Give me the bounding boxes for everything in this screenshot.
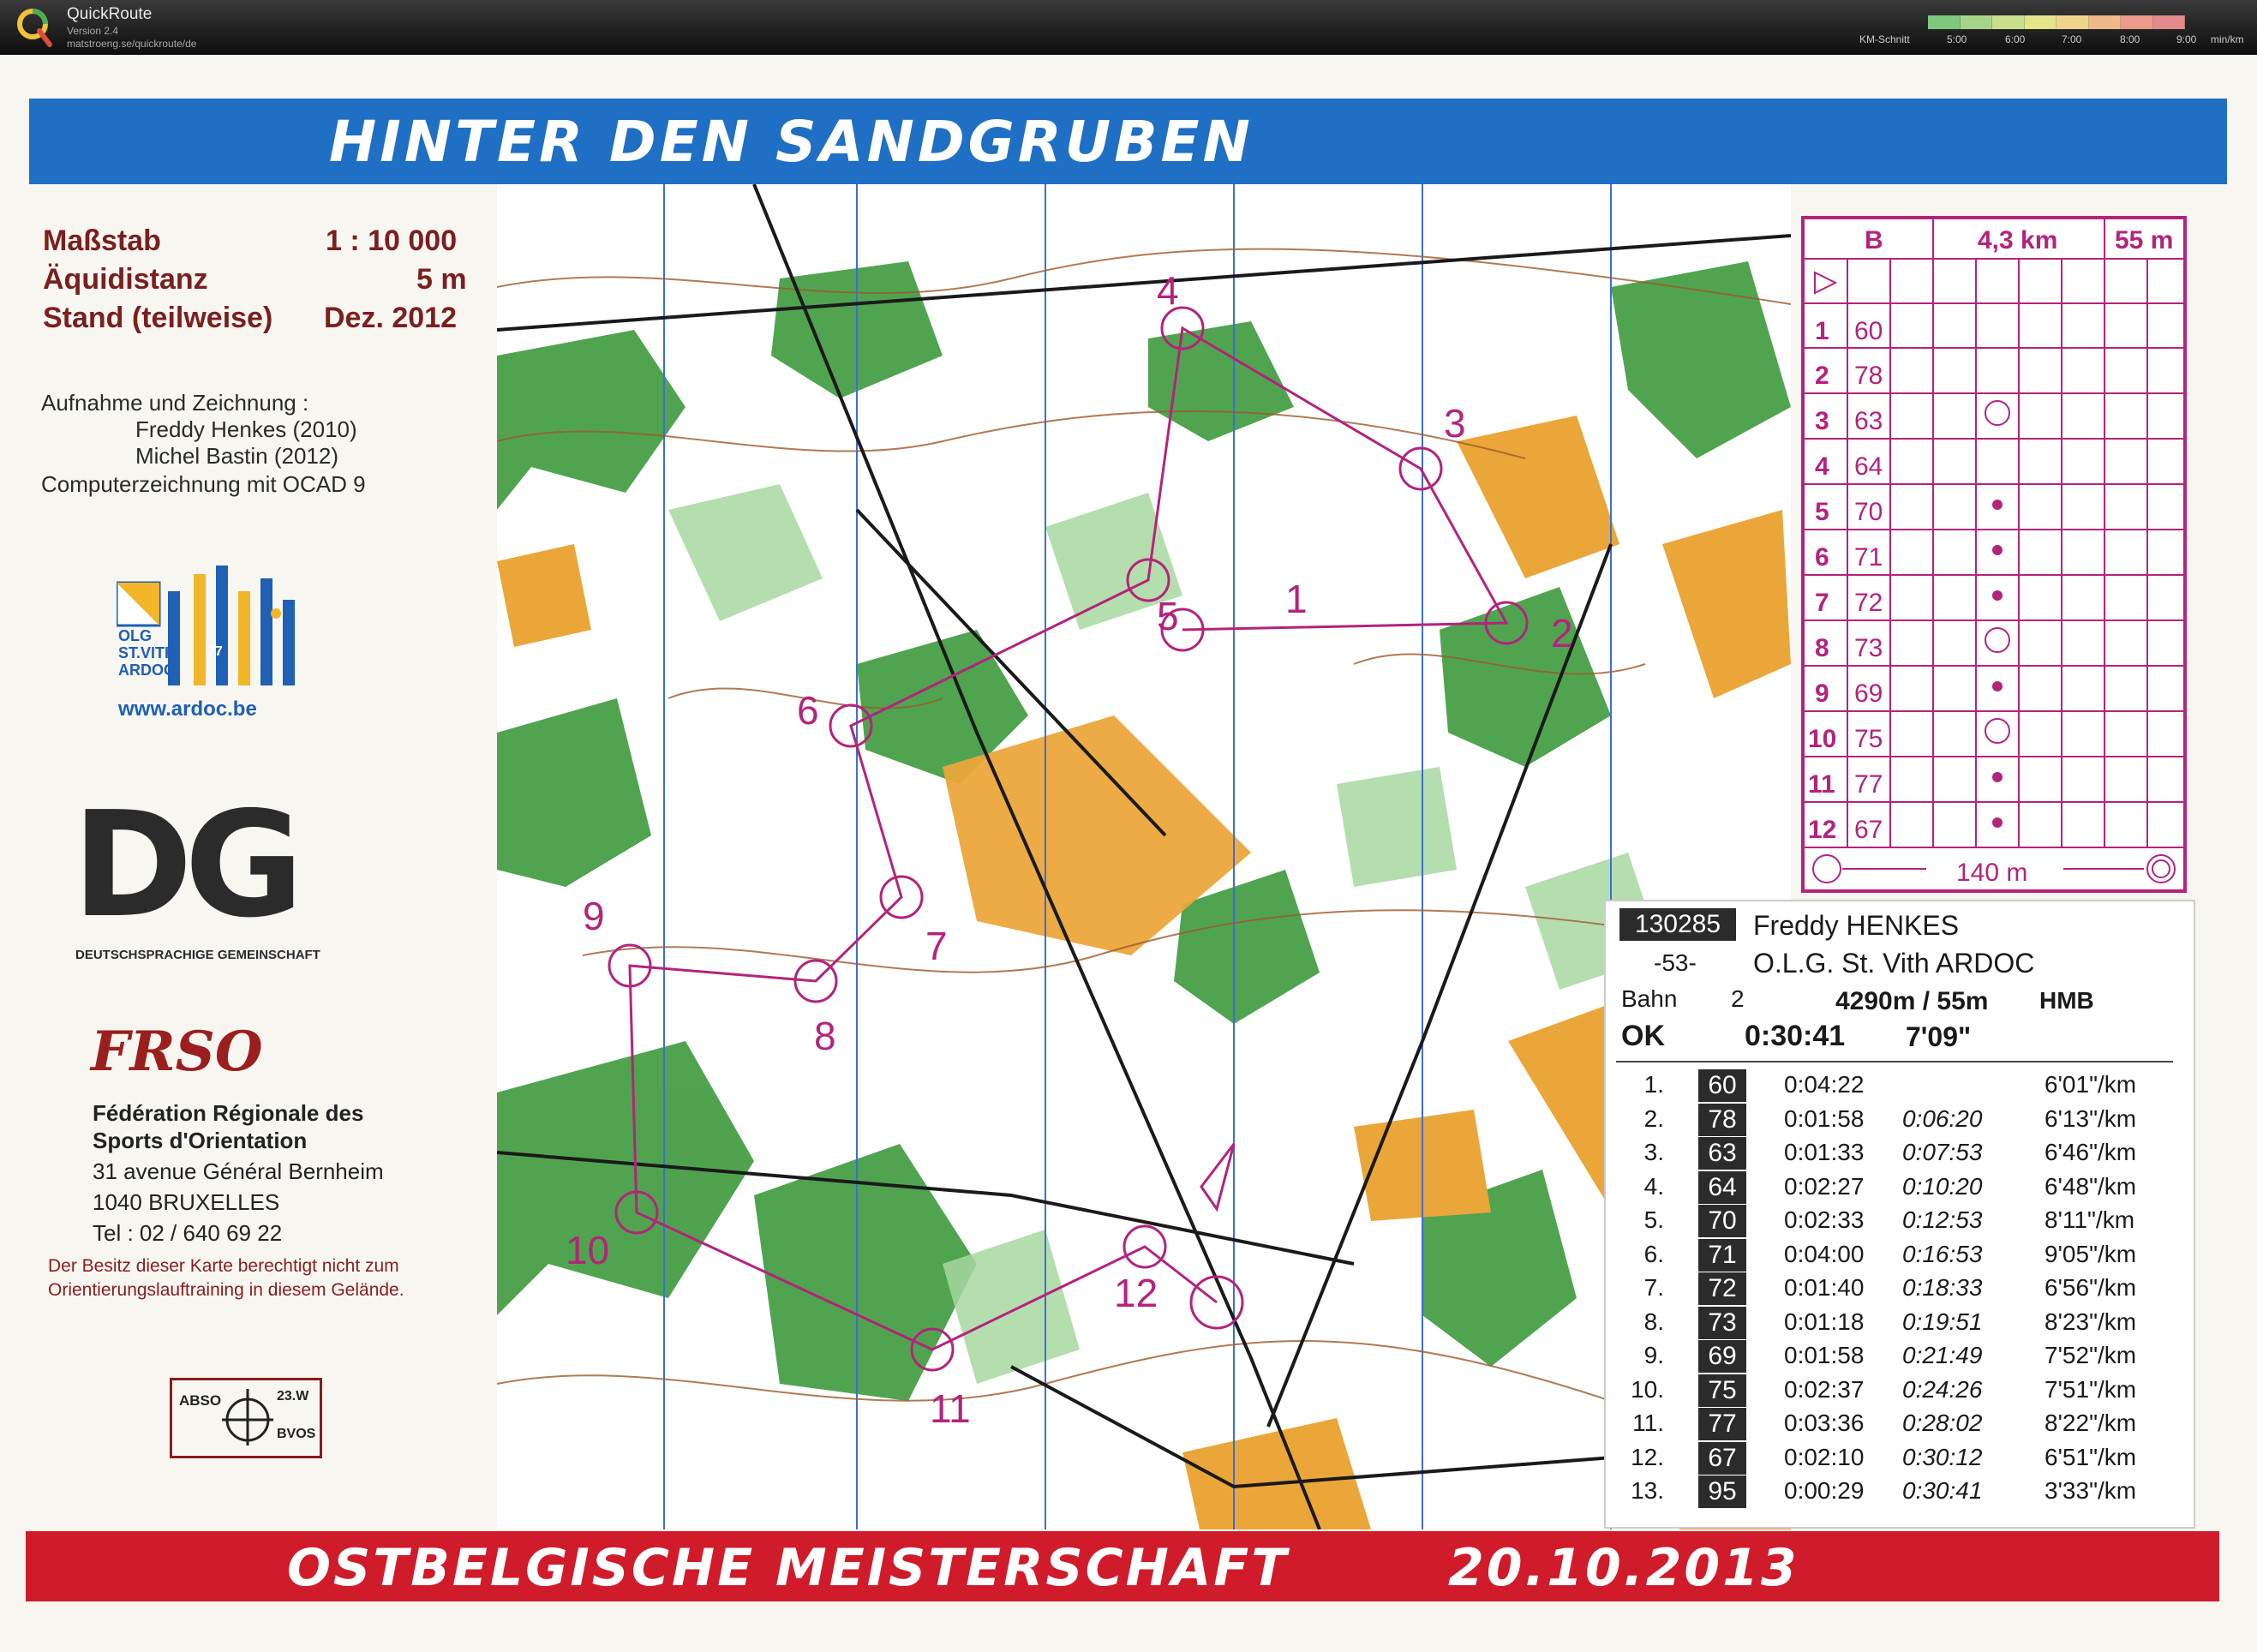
split-index: 3. (1643, 1139, 1664, 1165)
control-number: 12 (1114, 1271, 1158, 1315)
card-row-code: 64 (1854, 452, 1883, 481)
dg-logo-letters: DG (72, 781, 296, 950)
ownership-note: Der Besitz dieser Karte berechtigt nicht zum (48, 1256, 399, 1276)
split-time: 0:02:33 (1784, 1206, 1865, 1233)
map-title: HINTER DEN SANDGRUBEN (329, 109, 1254, 175)
runner-bib: -53- (1654, 949, 1697, 976)
card-row-code: 67 (1854, 816, 1883, 844)
control-number: 4 (1157, 268, 1179, 313)
control-number: 5 (1157, 594, 1179, 638)
split-pace: 3'33"/km (2044, 1477, 2137, 1504)
revision-value: Dez. 2012 (324, 302, 457, 334)
credit-line: Freddy Henkes (2010) (135, 416, 357, 442)
split-code: 63 (1698, 1137, 1746, 1170)
legend-tick: 8:00 (2120, 33, 2140, 45)
total-time: 0:30:41 (1745, 1020, 1846, 1052)
cumulative-time: 0:16:53 (1902, 1240, 1983, 1267)
cumulative-time: 0:07:53 (1902, 1139, 1983, 1165)
abso-badge (170, 1378, 322, 1458)
control-number: 11 (930, 1386, 971, 1431)
card-row-code: 71 (1854, 543, 1883, 572)
legend-tick: 6:00 (2005, 33, 2026, 45)
control-number: 1 (1285, 577, 1308, 621)
card-row-code: 72 (1854, 589, 1883, 617)
app-title-bar (0, 0, 2257, 55)
legend-tick: 7:00 (2062, 33, 2082, 45)
split-code: 69 (1698, 1340, 1746, 1373)
card-course: B (1865, 226, 1883, 254)
cumulative-time: 0:10:20 (1902, 1172, 1983, 1200)
scale-label: Maßstab (43, 224, 161, 257)
legend-tick: min/km (2211, 33, 2244, 45)
card-row-num: 8 (1815, 634, 1829, 662)
legend-swatch (2025, 15, 2057, 29)
runner-category: HMB (2039, 987, 2094, 1014)
split-code: 75 (1698, 1374, 1746, 1407)
cumulative-time: 0:24:26 (1902, 1375, 1983, 1403)
average-pace: 7'09" (1906, 1021, 1972, 1052)
card-row-num: 2 (1815, 362, 1829, 390)
split-index: 10. (1631, 1375, 1664, 1403)
control-number: 2 (1551, 611, 1573, 655)
card-finish-distance: 140 m (1956, 859, 2028, 887)
abso-right-bottom: BVOS (277, 1427, 316, 1441)
credits-heading: Aufnahme und Zeichnung : (41, 390, 309, 416)
abso-left: ABSO (179, 1392, 222, 1409)
split-time: 0:03:36 (1784, 1410, 1865, 1436)
club-logo-line: OLG (118, 627, 152, 644)
split-index: 2. (1643, 1104, 1664, 1132)
frso-logo (91, 1020, 263, 1085)
card-row-num: 10 (1808, 725, 1837, 753)
card-row-num: 6 (1815, 543, 1829, 572)
split-code: 71 (1698, 1239, 1746, 1272)
course-num: 2 (1731, 985, 1745, 1012)
split-code: 77 (1698, 1408, 1746, 1440)
frso-line: Sports d'Orientation (93, 1128, 308, 1153)
split-index: 12. (1631, 1443, 1664, 1470)
split-pace: 7'52"/km (2044, 1342, 2137, 1368)
cumulative-time: 0:18:33 (1902, 1274, 1983, 1301)
card-row-num: 7 (1815, 589, 1829, 617)
control-number: 8 (814, 1014, 836, 1058)
event-date: 20.10.2013 (1448, 1538, 1799, 1598)
quickroute-logo-icon (15, 5, 53, 48)
legend-tick: 9:00 (2176, 33, 2197, 45)
legend-swatch (2153, 15, 2186, 29)
split-time: 0:02:37 (1784, 1375, 1865, 1403)
control-number: 6 (797, 688, 819, 733)
frso-logo-text: FRSO (91, 1020, 263, 1084)
frso-address: 31 avenue Général Bernheim (93, 1158, 384, 1184)
split-time: 0:01:18 (1784, 1308, 1865, 1335)
split-time: 0:01:33 (1784, 1139, 1865, 1165)
split-time: 0:02:10 (1784, 1443, 1865, 1470)
split-pace: 7'51"/km (2044, 1375, 2137, 1403)
card-row-num: 9 (1815, 679, 1829, 708)
control-number: 3 (1444, 401, 1466, 446)
runner-club: O.L.G. St. Vith ARDOC (1753, 948, 2035, 979)
frso-address: Tel : 02 / 640 69 22 (93, 1220, 283, 1246)
split-time: 0:01:58 (1784, 1342, 1865, 1368)
split-index: 6. (1643, 1240, 1664, 1267)
legend-swatch (2089, 15, 2122, 29)
legend-swatch (1928, 15, 1961, 29)
split-pace: 6'51"/km (2044, 1443, 2137, 1470)
app-version: Version 2.4 (67, 25, 119, 37)
divider (1616, 1061, 2173, 1062)
pace-color-legend (1928, 15, 2185, 29)
split-index: 1. (1643, 1071, 1664, 1098)
split-time: 0:01:40 (1784, 1274, 1865, 1301)
result-status: OK (1621, 1020, 1665, 1052)
map-title-banner (29, 99, 2227, 184)
split-code: 67 (1698, 1442, 1746, 1475)
card-row-code: 77 (1854, 770, 1883, 799)
legend-tick: 5:00 (1947, 33, 1967, 45)
club-logo-line: ST.VITH (118, 644, 177, 661)
split-code: 70 (1698, 1205, 1746, 1237)
split-pace: 9'05"/km (2044, 1240, 2137, 1267)
control-number: 9 (583, 894, 605, 938)
split-pace: 6'46"/km (2044, 1139, 2137, 1165)
event-banner (26, 1531, 2219, 1601)
cumulative-time: 0:28:02 (1902, 1410, 1983, 1436)
compass-icon (220, 1386, 275, 1447)
control-description-card (1798, 212, 2190, 898)
card-row-num: 12 (1808, 816, 1837, 844)
card-row-code: 75 (1854, 725, 1883, 753)
legend-swatch (1992, 15, 2025, 29)
contour-label: Äquidistanz (43, 263, 208, 296)
split-index: 8. (1643, 1308, 1664, 1335)
split-code: 73 (1698, 1307, 1746, 1339)
legend-swatch (2121, 15, 2153, 29)
cumulative-time: 0:30:12 (1902, 1443, 1983, 1470)
card-climb: 55 m (2115, 226, 2174, 254)
dg-caption: DEUTSCHSPRACHIGE GEMEINSCHAFT (75, 948, 320, 962)
orienteering-map[interactable] (497, 184, 1791, 1529)
card-row-code: 70 (1854, 498, 1883, 526)
split-pace: 6'01"/km (2044, 1071, 2137, 1098)
split-code: 64 (1698, 1171, 1746, 1204)
frso-address: 1040 BRUXELLES (93, 1189, 280, 1215)
frso-line: Fédération Régionale des (93, 1100, 364, 1126)
split-time: 0:02:27 (1784, 1172, 1865, 1200)
split-pace: 6'56"/km (2044, 1274, 2137, 1301)
software-credit: Computerzeichnung mit OCAD 9 (41, 471, 366, 497)
club-logo-line: ARDOC (118, 661, 175, 679)
split-pace: 6'48"/km (2044, 1172, 2137, 1200)
course-info: 4290m / 55m (1835, 987, 1989, 1015)
split-index: 9. (1643, 1342, 1664, 1368)
app-url: matstroeng.se/quickroute/de (67, 38, 197, 50)
legend-swatch (1961, 15, 1993, 29)
split-index: 7. (1643, 1274, 1664, 1301)
card-row-code: 63 (1854, 407, 1883, 435)
split-time: 0:04:22 (1784, 1071, 1865, 1098)
control-number: 10 (566, 1228, 610, 1272)
contour-value: 5 m (416, 263, 467, 296)
split-time: 0:01:58 (1784, 1104, 1865, 1132)
split-index: 5. (1643, 1206, 1664, 1233)
club-logo-number: 77 (207, 644, 223, 659)
split-pace: 6'13"/km (2044, 1104, 2137, 1132)
card-id: 130285 (1619, 908, 1736, 941)
club-logo (117, 557, 314, 728)
cumulative-time: 0:19:51 (1902, 1308, 1983, 1335)
cumulative-time: 0:21:49 (1902, 1342, 1983, 1368)
scale-value: 1 : 10 000 (326, 224, 458, 257)
card-row-num: 4 (1815, 452, 1829, 481)
course-label: Bahn (1621, 985, 1678, 1012)
app-title: QuickRoute (67, 5, 153, 23)
abso-right-top: 23.W (277, 1389, 309, 1404)
card-row-code: 69 (1854, 679, 1883, 708)
card-row-num: 5 (1815, 498, 1829, 526)
club-url[interactable]: www.ardoc.be (118, 697, 257, 721)
split-pace: 8'11"/km (2044, 1206, 2135, 1233)
result-printout (1604, 900, 2195, 1529)
cumulative-time: 0:12:53 (1902, 1206, 1983, 1233)
split-time: 0:00:29 (1784, 1477, 1865, 1504)
split-code: 60 (1698, 1069, 1746, 1102)
split-code: 72 (1698, 1272, 1746, 1305)
cumulative-time: 0:06:20 (1902, 1104, 1983, 1132)
cumulative-time: 0:30:41 (1902, 1477, 1983, 1504)
credit-line: Michel Bastin (2012) (135, 443, 338, 469)
event-name: OSTBELGISCHE MEISTERSCHAFT (287, 1538, 1290, 1598)
split-index: 4. (1643, 1172, 1664, 1200)
ownership-note: Orientierungslauftraining in diesem Gelände. (48, 1280, 404, 1300)
split-pace: 8'22"/km (2044, 1410, 2137, 1436)
runner-name: Freddy HENKES (1753, 910, 1960, 941)
split-time: 0:04:00 (1784, 1240, 1865, 1267)
card-row-code: 78 (1854, 362, 1883, 390)
card-length: 4,3 km (1978, 226, 2058, 254)
card-row-num: 11 (1808, 770, 1835, 799)
legend-label: KM-Schnitt (1859, 33, 1910, 45)
split-index: 13. (1631, 1477, 1664, 1504)
revision-label: Stand (teilweise) (43, 302, 273, 334)
split-pace: 8'23"/km (2044, 1308, 2137, 1335)
card-row-num: 3 (1815, 407, 1829, 435)
card-row-code: 60 (1854, 317, 1883, 345)
split-code: 95 (1698, 1475, 1746, 1508)
split-code: 78 (1698, 1104, 1746, 1136)
control-number: 7 (925, 924, 948, 968)
legend-swatch (2056, 15, 2089, 29)
split-index: 11. (1632, 1410, 1664, 1436)
card-row-num: 1 (1815, 317, 1829, 345)
dg-logo (72, 781, 346, 968)
card-row-code: 73 (1854, 634, 1883, 662)
